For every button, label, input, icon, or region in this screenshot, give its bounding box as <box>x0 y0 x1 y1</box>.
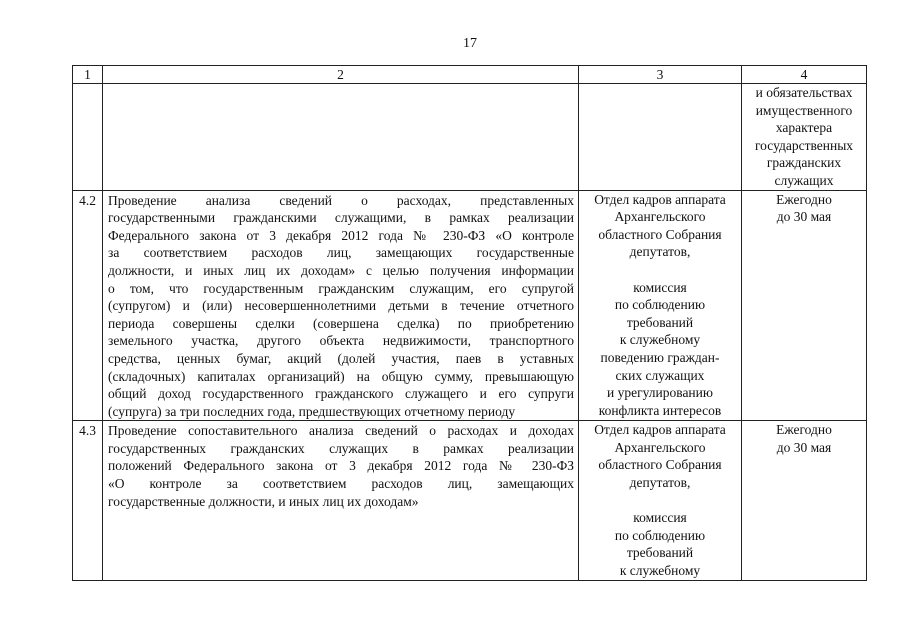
description-line: (супруга) за три последних года, предшествующих отчетному периоду <box>108 403 516 419</box>
row-responsible <box>579 190 742 421</box>
description-line: земельного участка, другого объекта недвижимости, транспортного <box>108 333 574 349</box>
responsible-line: депутатов, <box>629 244 691 260</box>
responsible-line: депутатов, <box>629 475 691 491</box>
header-cell-3: 3 <box>579 66 742 84</box>
page-number: 17 <box>463 36 477 51</box>
header-cell-1: 1 <box>73 66 103 84</box>
row-description <box>103 190 579 421</box>
table-header-row <box>73 66 867 84</box>
description-line: Федерального закона от 3 декабря 2012 года № 230-ФЗ «О контроле <box>108 227 574 243</box>
responsible-line: комиссия <box>633 279 687 295</box>
responsible-line: по соблюдению <box>614 527 706 543</box>
responsible-line: областного Собрания <box>598 457 722 473</box>
description-line: Проведение анализа сведений о расходах, представленных <box>108 192 574 208</box>
responsible-line: к служебному <box>619 332 701 348</box>
row-description <box>103 421 579 580</box>
table-row-4-3 <box>73 421 867 580</box>
row-responsible <box>579 421 742 580</box>
description-line: средства, ценных бумаг, акций (долей участия, паев в уставных <box>108 350 574 366</box>
responsible-line: Отдел кадров аппарата <box>594 422 726 438</box>
table-row-4-2 <box>73 190 867 421</box>
plan-table <box>72 65 867 581</box>
responsible-line: по соблюдению <box>614 297 706 313</box>
responsible-line: Архангельского <box>614 439 706 455</box>
continuation-line: служащих <box>774 172 834 188</box>
responsible-line: Архангельского <box>614 209 706 225</box>
description-line: «О контроле за соответствием расходов лиц, замещающих <box>108 476 574 492</box>
description-line: за соответствием расходов лиц, замещающих государственные <box>108 245 574 261</box>
continuation-deadline-cell <box>742 84 867 191</box>
description-line: общий доход государственного гражданского служащего и его супруги <box>108 386 574 402</box>
description-line: положений Федерального закона от 3 декабря 2012 года № 230-ФЗ <box>108 458 574 474</box>
continuation-line: гражданских <box>766 155 842 171</box>
responsible-line: областного Собрания <box>598 226 722 242</box>
header-cell-4: 4 <box>742 66 867 84</box>
description-line: должности, и иных лиц их доходам» с целью получения информации <box>108 262 574 278</box>
responsible-line: конфликта интересов <box>598 402 722 418</box>
continuation-line: характера <box>775 120 833 136</box>
description-line: (супругом) и (или) несовершеннолетними детьми в течение отчетного <box>108 298 574 314</box>
description-line: государственные должности, и иных лиц их доходам» <box>108 493 419 509</box>
continuation-line: имущественного <box>755 102 853 118</box>
continuation-description-cell <box>103 84 579 191</box>
row-deadline <box>742 190 867 421</box>
responsible-line: Отдел кадров аппарата <box>594 191 726 207</box>
responsible-spacer <box>579 261 741 279</box>
row-number: 4.3 <box>73 421 103 580</box>
responsible-line: комиссия <box>633 510 687 526</box>
continuation-line: и обязательствах <box>755 85 853 100</box>
row-deadline <box>742 421 867 580</box>
description-line: государственными гражданскими служащими, в рамках реализации <box>108 210 574 226</box>
responsible-line: требований <box>626 545 694 561</box>
header-cell-2: 2 <box>103 66 579 84</box>
description-line: периода совершены сделки (совершена сделка) по приобретению <box>108 315 574 331</box>
deadline-line: до 30 мая <box>776 439 832 455</box>
description-line: о том, что государственным гражданским служащим, его супругой <box>108 280 574 296</box>
deadline-line: до 30 мая <box>776 209 832 225</box>
responsible-line: ских служащих <box>615 367 705 383</box>
responsible-spacer <box>579 492 741 510</box>
responsible-line: поведению граждан- <box>600 349 720 365</box>
row-number: 4.2 <box>73 190 103 421</box>
responsible-line: к служебному <box>619 563 701 579</box>
description-line: Проведение сопоставительного анализа сведений о расходах и доходах <box>108 423 574 439</box>
description-line: государственных гражданских служащих в рамках реализации <box>108 440 574 456</box>
responsible-line: и урегулированию <box>607 385 713 401</box>
responsible-line: требований <box>626 314 694 330</box>
continuation-responsible-cell <box>579 84 742 191</box>
continuation-number-cell <box>73 84 103 191</box>
continuation-line: государственных <box>754 137 854 153</box>
description-line: (складочных) капиталах организаций) на общую сумму, превышающую <box>108 368 574 384</box>
deadline-line: Ежегодно <box>776 422 832 438</box>
deadline-line: Ежегодно <box>776 191 832 207</box>
table-row-continuation <box>73 84 867 191</box>
